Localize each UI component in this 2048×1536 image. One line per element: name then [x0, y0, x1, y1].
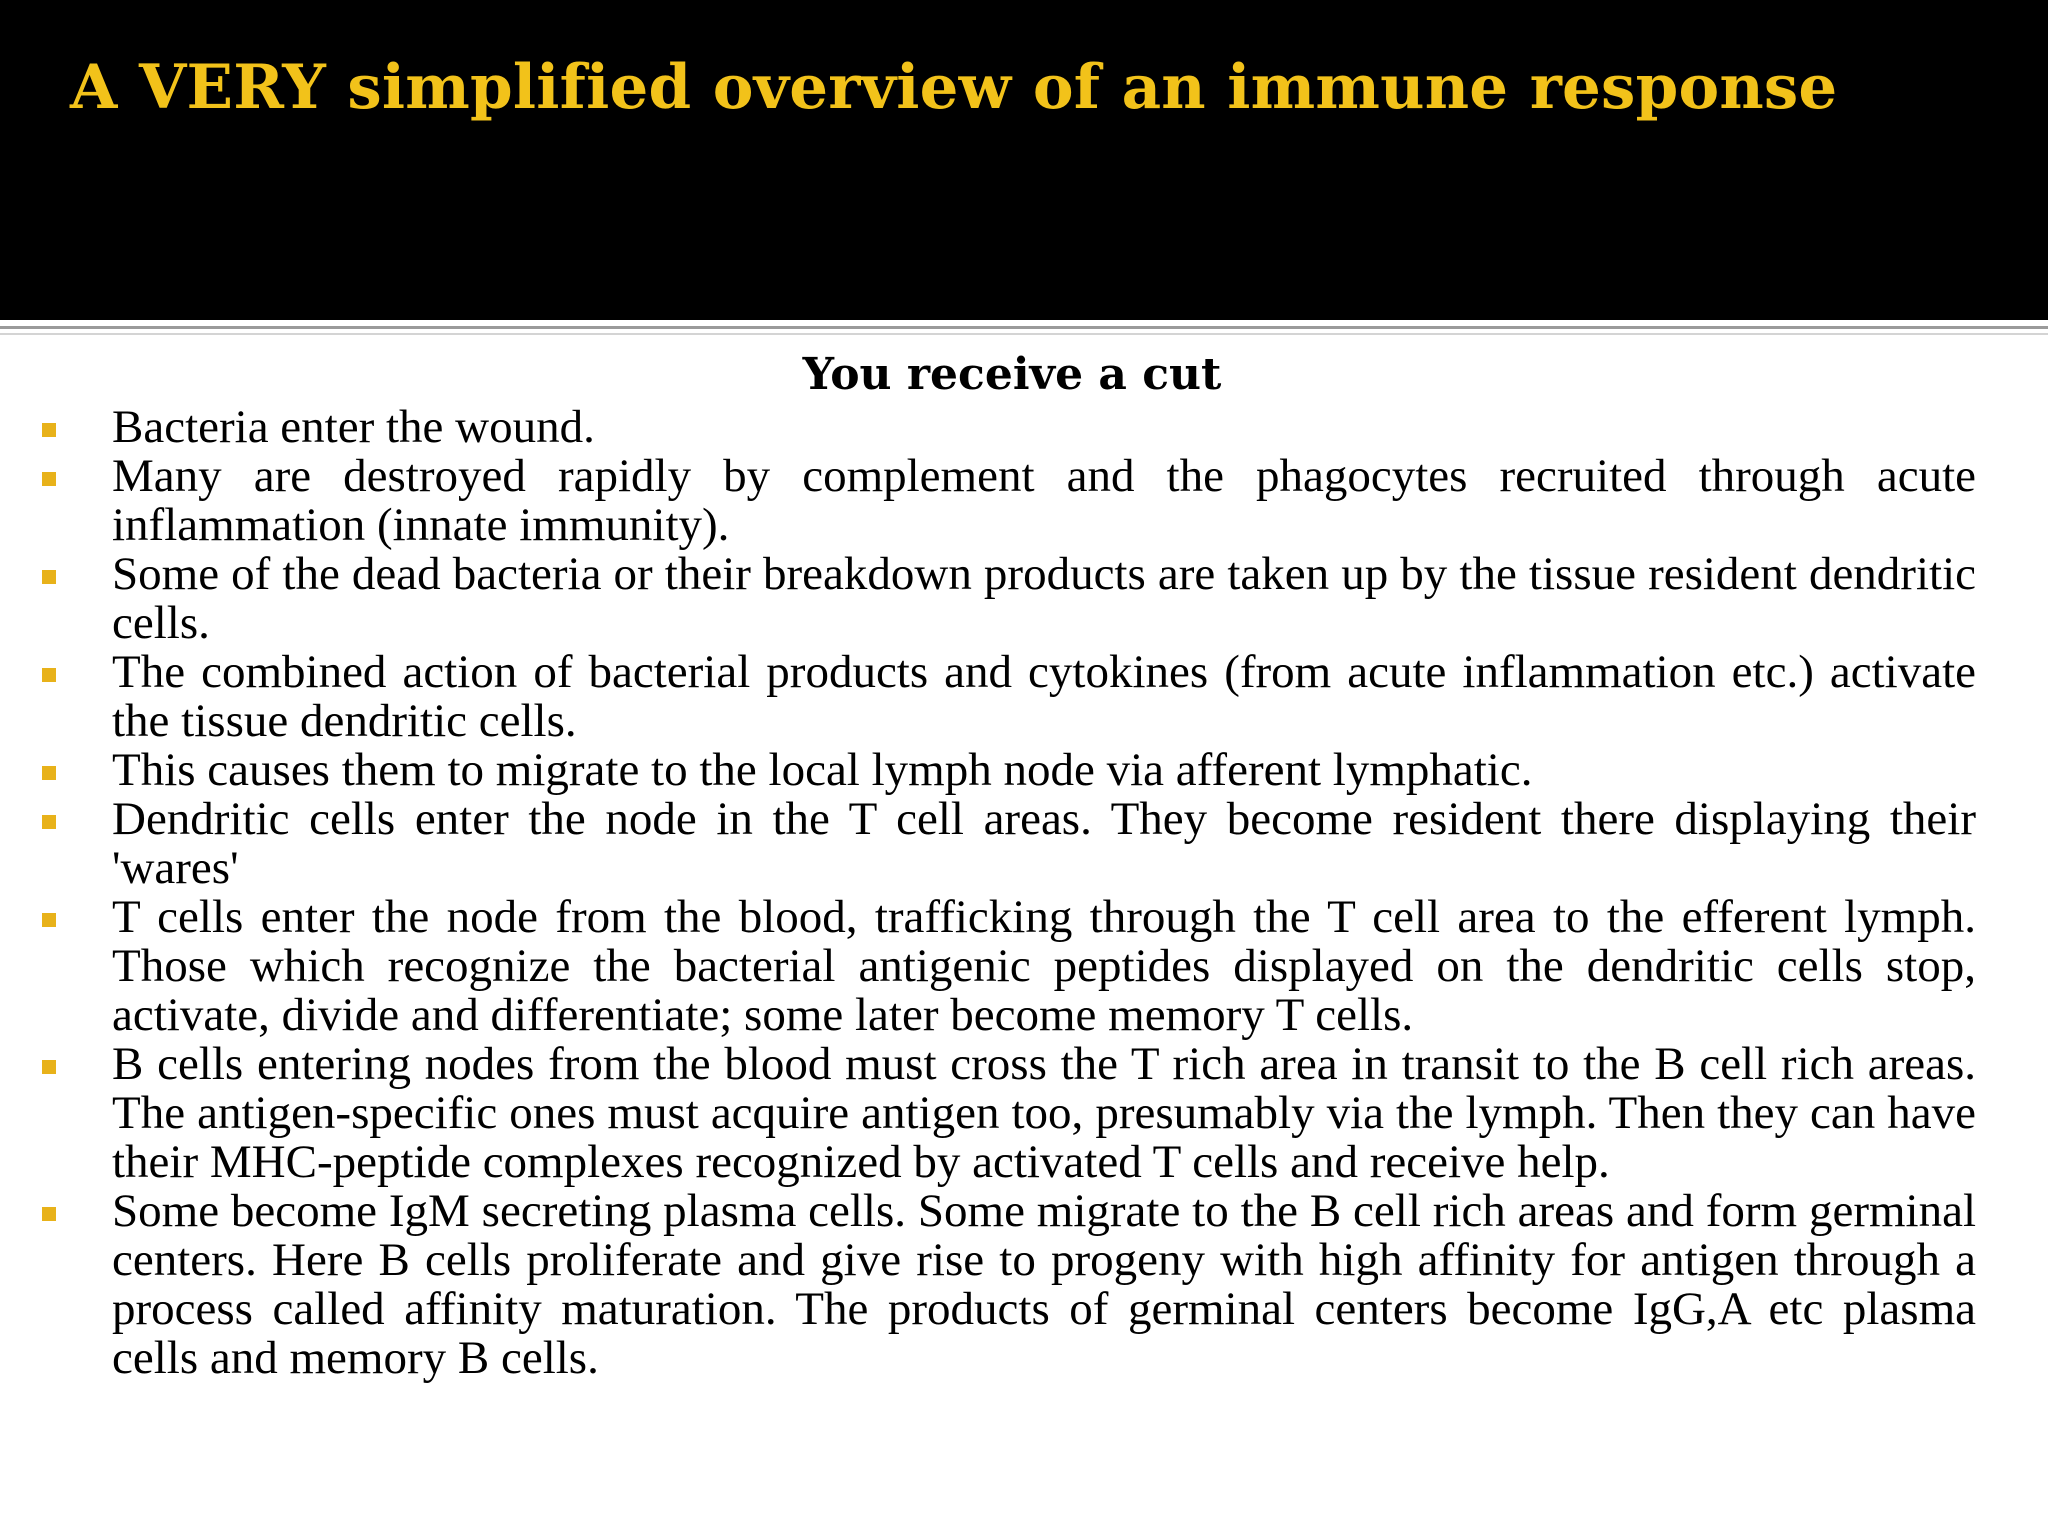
slide-title: A VERY simplified overview of an immune response: [70, 52, 1838, 123]
bullet-item: [112, 550, 1976, 648]
bullet-text: Some become IgM secreting plasma cells. Some migrate to the B cell rich areas and form germinal centers. Here B cells proliferate and give rise to progeny with high affinity for antigen through a process called affinity maturation. The products of germinal centers become IgG,A etc plasma cells and memory B cells.: [112, 1185, 1976, 1384]
bullet-item: [112, 648, 1976, 746]
square-bullet-icon: [42, 570, 56, 584]
square-bullet-icon: [42, 423, 56, 437]
bullet-item: [112, 1040, 1976, 1187]
square-bullet-icon: [42, 668, 56, 682]
bullet-item: [112, 893, 1976, 1040]
bullet-text: B cells entering nodes from the blood must cross the T rich area in transit to the B cell rich areas. The antigen-specific ones must acquire antigen too, presumably via the lymph. Then they can have their MHC-peptide complexes recognized by activated T cells and receive help.: [112, 1038, 1976, 1188]
bullet-text: T cells enter the node from the blood, trafficking through the T cell area to the efferent lymph. Those which recognize the bacterial antigenic peptides displayed on the dendritic cells stop, activate, divide and differentiate; some later become memory T cells.: [112, 891, 1976, 1041]
bullet-item: [112, 1187, 1976, 1383]
square-bullet-icon: [42, 1060, 56, 1074]
bullet-item: [112, 746, 1976, 795]
bullet-text: Many are destroyed rapidly by complement and the phagocytes recruited through acute inflammation (innate immunity).: [112, 450, 1976, 551]
bullet-item: [112, 403, 1976, 452]
bullet-item: [112, 795, 1976, 893]
square-bullet-icon: [42, 766, 56, 780]
bullet-text: Dendritic cells enter the node in the T cell areas. They become resident there displaying their 'wares': [112, 793, 1976, 894]
bullet-list: [0, 403, 2048, 1383]
subheading: You receive a cut: [802, 349, 1222, 400]
bullet-text: The combined action of bacterial products and cytokines (from acute inflammation etc.) activate the tissue dendritic cells.: [112, 646, 1976, 747]
square-bullet-icon: [42, 1207, 56, 1221]
divider-line: [0, 326, 2048, 329]
bullet-text: Some of the dead bacteria or their breakdown products are taken up by the tissue resident dendritic cells.: [112, 548, 1976, 649]
bullet-text: Bacteria enter the wound.: [112, 401, 595, 453]
square-bullet-icon: [42, 913, 56, 927]
divider-line-light: [0, 333, 2048, 335]
title-band: [0, 0, 2048, 320]
square-bullet-icon: [42, 472, 56, 486]
bullet-item: [112, 452, 1976, 550]
square-bullet-icon: [42, 815, 56, 829]
bullet-text: This causes them to migrate to the local lymph node via afferent lymphatic.: [112, 744, 1533, 796]
